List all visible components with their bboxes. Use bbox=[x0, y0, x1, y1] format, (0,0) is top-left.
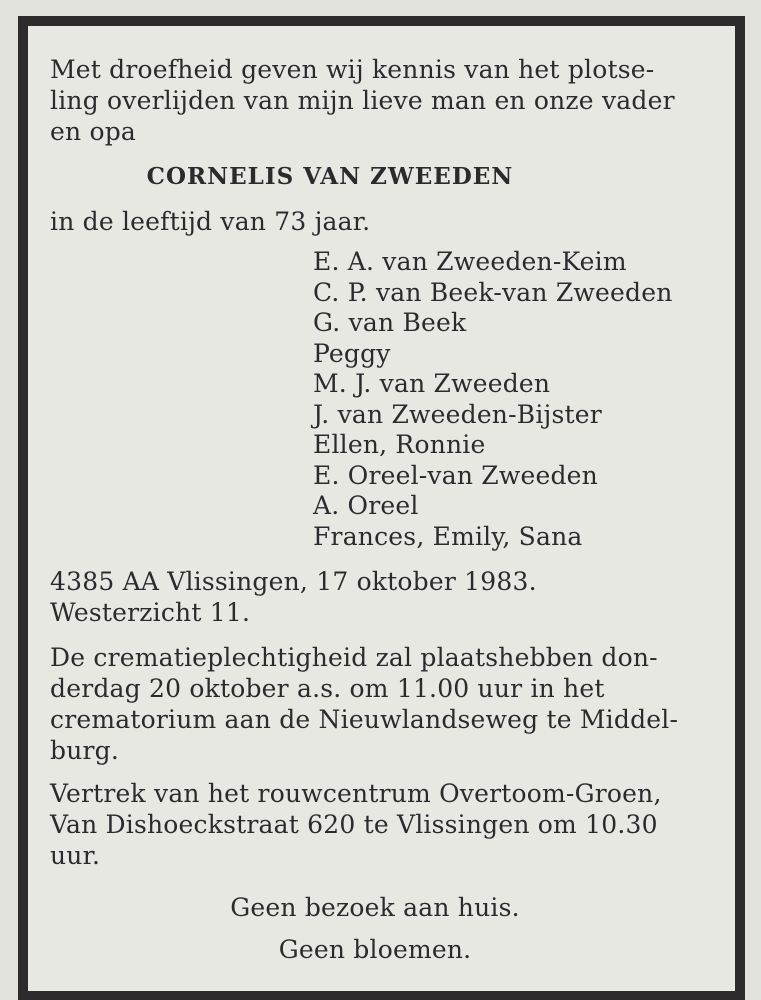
family-list bbox=[313, 247, 720, 552]
family-member: C. P. van Beek-van Zweeden bbox=[313, 277, 673, 307]
family-member: Peggy bbox=[313, 338, 391, 368]
cremation-line: derdag 20 oktober a.s. om 11.00 uur in het bbox=[50, 674, 605, 703]
family-member: M. J. van Zweeden bbox=[313, 369, 551, 398]
age-line bbox=[50, 206, 720, 237]
family-member: E. Oreel-van Zweeden bbox=[313, 460, 598, 490]
cremation-line: burg. bbox=[50, 736, 120, 765]
family-member: A. Oreel bbox=[313, 491, 419, 520]
age-text: in de leeftijd van 73 jaar. bbox=[50, 207, 371, 236]
intro-paragraph bbox=[50, 54, 720, 147]
family-member: Ellen, Ronnie bbox=[313, 430, 486, 459]
family-member: E. A. van Zweeden-Keim bbox=[313, 247, 627, 276]
intro-line: ling overlijden van mijn lieve man en onze vader bbox=[50, 86, 675, 115]
cremation-line: crematorium aan de Nieuwlandseweg te Middel- bbox=[50, 705, 679, 734]
place-date: 4385 AA Vlissingen, 17 oktober 1983. bbox=[50, 567, 537, 596]
family-member: J. van Zweeden-Bijster bbox=[313, 399, 602, 429]
family-member: G. van Beek bbox=[313, 308, 467, 337]
no-visit-notice: Geen bezoek aan huis. bbox=[230, 893, 520, 922]
place-and-address bbox=[50, 566, 720, 628]
departure-line: uur. bbox=[50, 841, 101, 870]
cremation-line: De crematieplechtigheid zal plaatshebben don- bbox=[50, 643, 658, 672]
death-notice-border bbox=[18, 16, 745, 1000]
deceased-name: CORNELIS VAN ZWEEDEN bbox=[146, 163, 514, 190]
departure-line: Van Dishoeckstraat 620 te Vlissingen om 10.30 bbox=[50, 810, 658, 839]
departure-paragraph bbox=[50, 778, 720, 871]
no-flowers-notice: Geen bloemen. bbox=[278, 935, 472, 964]
departure-line: Vertrek van het rouwcentrum Overtoom-Groen, bbox=[50, 779, 662, 808]
death-notice-text bbox=[50, 54, 720, 971]
intro-line: en opa bbox=[50, 117, 137, 146]
family-member: Frances, Emily, Sana bbox=[313, 521, 583, 551]
intro-line: Met droefheid geven wij kennis van het plotse- bbox=[50, 55, 655, 84]
home-address: Westerzicht 11. bbox=[50, 598, 251, 627]
cremation-paragraph bbox=[50, 642, 720, 766]
